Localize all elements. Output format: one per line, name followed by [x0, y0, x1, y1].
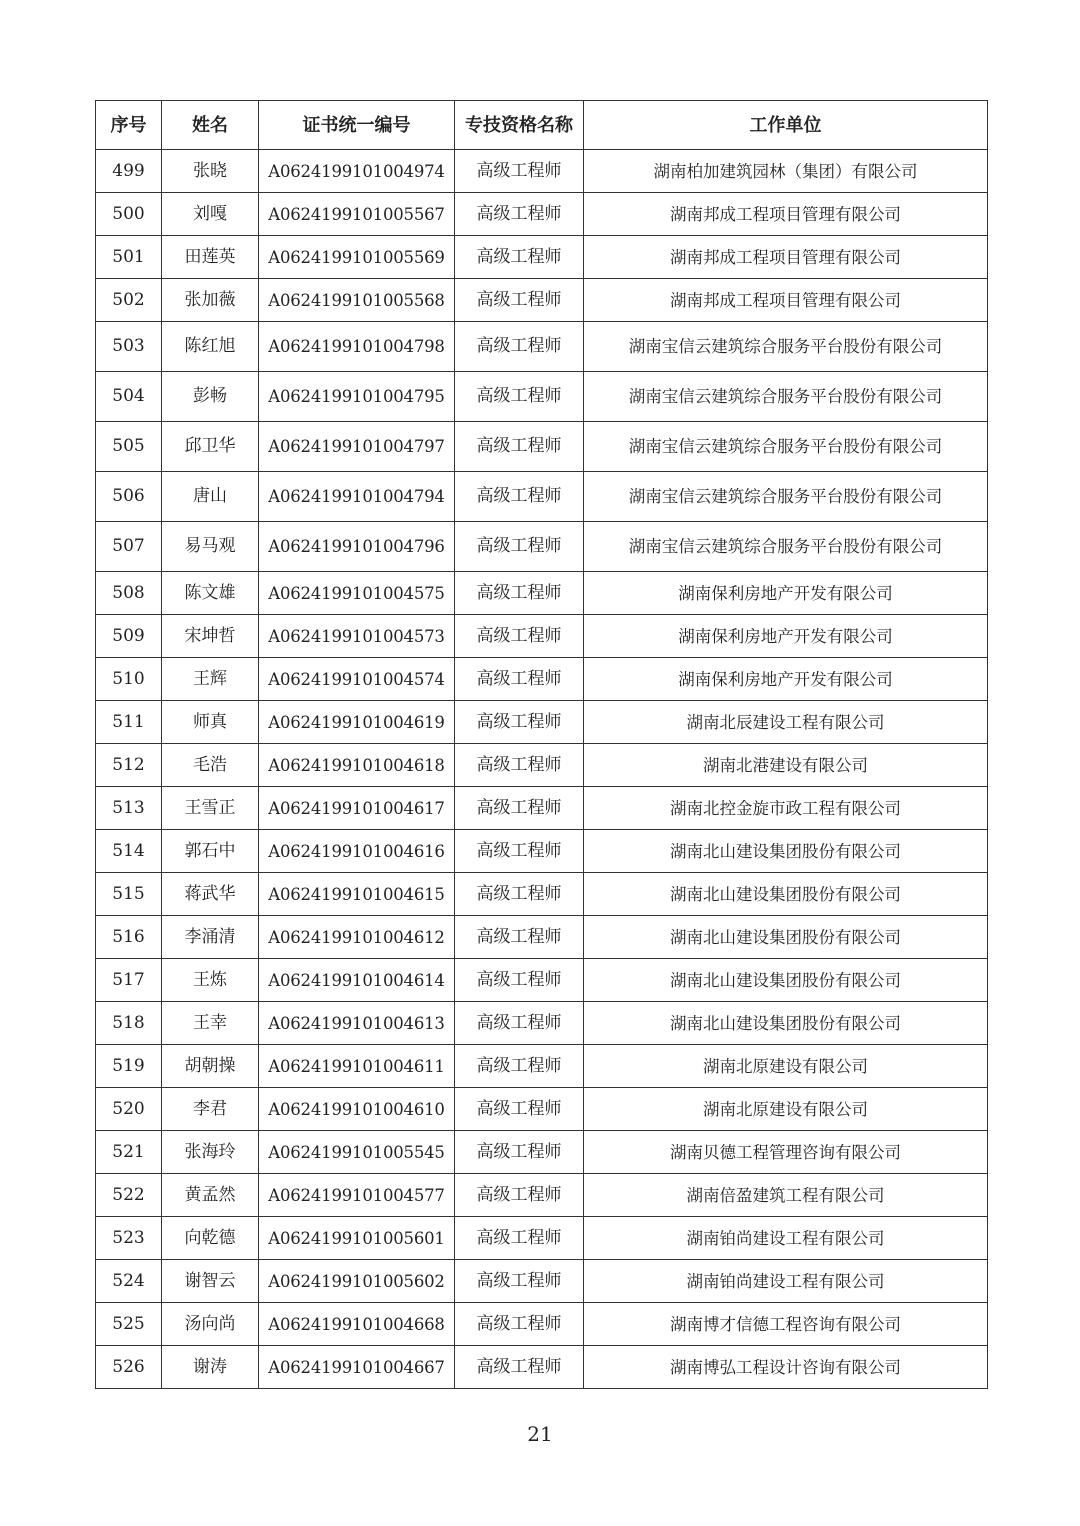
- cell-cert-no: A0624199101004797: [259, 422, 455, 472]
- cell-seq: 513: [96, 787, 162, 830]
- cell-employer: 湖南北港建设有限公司: [584, 744, 988, 787]
- cell-seq: 512: [96, 744, 162, 787]
- cell-seq: 520: [96, 1088, 162, 1131]
- header-qualification: 专技资格名称: [455, 101, 584, 150]
- cell-seq: 516: [96, 916, 162, 959]
- cell-name: 向乾德: [162, 1217, 259, 1260]
- cell-qualification: 高级工程师: [455, 787, 584, 830]
- cell-name: 师真: [162, 701, 259, 744]
- cell-seq: 499: [96, 150, 162, 193]
- cell-cert-no: A0624199101004613: [259, 1002, 455, 1045]
- table-row: [96, 422, 988, 472]
- cell-cert-no: A0624199101004617: [259, 787, 455, 830]
- cell-name: 汤向尚: [162, 1303, 259, 1346]
- cell-cert-no: A0624199101005601: [259, 1217, 455, 1260]
- table-row: [96, 658, 988, 701]
- table-row: [96, 1260, 988, 1303]
- cell-employer: 湖南博弘工程设计咨询有限公司: [584, 1346, 988, 1389]
- cell-seq: 523: [96, 1217, 162, 1260]
- cell-seq: 524: [96, 1260, 162, 1303]
- cell-seq: 526: [96, 1346, 162, 1389]
- cell-cert-no: A0624199101004610: [259, 1088, 455, 1131]
- cell-qualification: 高级工程师: [455, 236, 584, 279]
- document-page: [95, 100, 987, 1389]
- table-row: [96, 1088, 988, 1131]
- cell-name: 谢涛: [162, 1346, 259, 1389]
- table-row: [96, 150, 988, 193]
- cell-seq: 506: [96, 472, 162, 522]
- cell-qualification: 高级工程师: [455, 1303, 584, 1346]
- cell-name: 宋坤哲: [162, 615, 259, 658]
- cell-employer: 湖南博才信德工程咨询有限公司: [584, 1303, 988, 1346]
- cell-name: 张加薇: [162, 279, 259, 322]
- table-row: [96, 472, 988, 522]
- cell-seq: 503: [96, 322, 162, 372]
- table-row: [96, 1002, 988, 1045]
- cell-cert-no: A0624199101004794: [259, 472, 455, 522]
- cell-name: 王雪正: [162, 787, 259, 830]
- table-body: [96, 150, 988, 1389]
- cell-seq: 505: [96, 422, 162, 472]
- cell-qualification: 高级工程师: [455, 744, 584, 787]
- cell-qualification: 高级工程师: [455, 572, 584, 615]
- cell-cert-no: A0624199101005602: [259, 1260, 455, 1303]
- cell-cert-no: A0624199101005568: [259, 279, 455, 322]
- cell-name: 胡朝操: [162, 1045, 259, 1088]
- cell-seq: 515: [96, 873, 162, 916]
- table-row: [96, 1303, 988, 1346]
- cell-seq: 509: [96, 615, 162, 658]
- table-row: [96, 1346, 988, 1389]
- cell-qualification: 高级工程师: [455, 1088, 584, 1131]
- cell-seq: 518: [96, 1002, 162, 1045]
- table-row: [96, 279, 988, 322]
- cell-cert-no: A0624199101005567: [259, 193, 455, 236]
- cell-employer: 湖南保利房地产开发有限公司: [584, 615, 988, 658]
- cell-name: 彭畅: [162, 372, 259, 422]
- cell-cert-no: A0624199101004573: [259, 615, 455, 658]
- cell-seq: 502: [96, 279, 162, 322]
- cell-name: 张海玲: [162, 1131, 259, 1174]
- cell-seq: 500: [96, 193, 162, 236]
- cell-name: 王辉: [162, 658, 259, 701]
- cell-qualification: 高级工程师: [455, 322, 584, 372]
- table-row: [96, 193, 988, 236]
- cell-cert-no: A0624199101004795: [259, 372, 455, 422]
- cell-seq: 517: [96, 959, 162, 1002]
- cell-qualification: 高级工程师: [455, 1260, 584, 1303]
- cell-employer: 湖南倍盈建筑工程有限公司: [584, 1174, 988, 1217]
- cell-cert-no: A0624199101005569: [259, 236, 455, 279]
- cell-name: 田莲英: [162, 236, 259, 279]
- cell-qualification: 高级工程师: [455, 422, 584, 472]
- cell-cert-no: A0624199101004616: [259, 830, 455, 873]
- cell-employer: 湖南邦成工程项目管理有限公司: [584, 236, 988, 279]
- cell-qualification: 高级工程师: [455, 1346, 584, 1389]
- cell-qualification: 高级工程师: [455, 873, 584, 916]
- cell-name: 唐山: [162, 472, 259, 522]
- cell-seq: 521: [96, 1131, 162, 1174]
- table-row: [96, 236, 988, 279]
- cell-name: 李君: [162, 1088, 259, 1131]
- table-row: [96, 615, 988, 658]
- cell-employer: 湖南铂尚建设工程有限公司: [584, 1217, 988, 1260]
- table-row: [96, 1217, 988, 1260]
- cell-seq: 510: [96, 658, 162, 701]
- cell-employer: 湖南贝德工程管理咨询有限公司: [584, 1131, 988, 1174]
- cell-cert-no: A0624199101004614: [259, 959, 455, 1002]
- cell-name: 谢智云: [162, 1260, 259, 1303]
- cell-cert-no: A0624199101004618: [259, 744, 455, 787]
- cell-employer: 湖南北山建设集团股份有限公司: [584, 830, 988, 873]
- cell-employer: 湖南北原建设有限公司: [584, 1088, 988, 1131]
- table-row: [96, 787, 988, 830]
- cell-qualification: 高级工程师: [455, 658, 584, 701]
- table-row: [96, 830, 988, 873]
- cell-name: 王炼: [162, 959, 259, 1002]
- cell-name: 郭石中: [162, 830, 259, 873]
- cell-name: 毛浩: [162, 744, 259, 787]
- cell-name: 刘嘎: [162, 193, 259, 236]
- cell-employer: 湖南北山建设集团股份有限公司: [584, 959, 988, 1002]
- certificate-table: [95, 100, 988, 1389]
- table-header-row: [96, 101, 988, 150]
- cell-employer: 湖南保利房地产开发有限公司: [584, 658, 988, 701]
- table-row: [96, 572, 988, 615]
- cell-qualification: 高级工程师: [455, 472, 584, 522]
- table-row: [96, 372, 988, 422]
- cell-qualification: 高级工程师: [455, 615, 584, 658]
- cell-name: 易马观: [162, 522, 259, 572]
- table-row: [96, 701, 988, 744]
- cell-qualification: 高级工程师: [455, 1174, 584, 1217]
- cell-qualification: 高级工程师: [455, 830, 584, 873]
- cell-employer: 湖南北山建设集团股份有限公司: [584, 873, 988, 916]
- cell-name: 张晓: [162, 150, 259, 193]
- table-row: [96, 1131, 988, 1174]
- cell-qualification: 高级工程师: [455, 701, 584, 744]
- cell-cert-no: A0624199101004668: [259, 1303, 455, 1346]
- cell-employer: 湖南铂尚建设工程有限公司: [584, 1260, 988, 1303]
- cell-qualification: 高级工程师: [455, 1002, 584, 1045]
- cell-qualification: 高级工程师: [455, 959, 584, 1002]
- cell-employer: 湖南北控金旋市政工程有限公司: [584, 787, 988, 830]
- cell-seq: 522: [96, 1174, 162, 1217]
- header-cert-no: 证书统一编号: [259, 101, 455, 150]
- table-row: [96, 1174, 988, 1217]
- cell-cert-no: A0624199101005545: [259, 1131, 455, 1174]
- cell-seq: 514: [96, 830, 162, 873]
- cell-qualification: 高级工程师: [455, 372, 584, 422]
- cell-cert-no: A0624199101004615: [259, 873, 455, 916]
- table-row: [96, 322, 988, 372]
- cell-cert-no: A0624199101004577: [259, 1174, 455, 1217]
- table-row: [96, 873, 988, 916]
- cell-cert-no: A0624199101004575: [259, 572, 455, 615]
- cell-name: 蒋武华: [162, 873, 259, 916]
- cell-employer: 湖南宝信云建筑综合服务平台股份有限公司: [584, 522, 988, 572]
- cell-employer: 湖南北辰建设工程有限公司: [584, 701, 988, 744]
- cell-seq: 511: [96, 701, 162, 744]
- cell-name: 李涌清: [162, 916, 259, 959]
- header-employer: 工作单位: [584, 101, 988, 150]
- cell-employer: 湖南宝信云建筑综合服务平台股份有限公司: [584, 322, 988, 372]
- cell-qualification: 高级工程师: [455, 1131, 584, 1174]
- cell-name: 陈文雄: [162, 572, 259, 615]
- cell-name: 邱卫华: [162, 422, 259, 472]
- cell-employer: 湖南保利房地产开发有限公司: [584, 572, 988, 615]
- header-seq: 序号: [96, 101, 162, 150]
- cell-employer: 湖南宝信云建筑综合服务平台股份有限公司: [584, 472, 988, 522]
- cell-cert-no: A0624199101004667: [259, 1346, 455, 1389]
- cell-cert-no: A0624199101004611: [259, 1045, 455, 1088]
- cell-seq: 504: [96, 372, 162, 422]
- header-name: 姓名: [162, 101, 259, 150]
- cell-employer: 湖南北原建设有限公司: [584, 1045, 988, 1088]
- cell-cert-no: A0624199101004612: [259, 916, 455, 959]
- cell-qualification: 高级工程师: [455, 1045, 584, 1088]
- cell-employer: 湖南宝信云建筑综合服务平台股份有限公司: [584, 422, 988, 472]
- cell-cert-no: A0624199101004796: [259, 522, 455, 572]
- cell-seq: 525: [96, 1303, 162, 1346]
- cell-seq: 519: [96, 1045, 162, 1088]
- cell-employer: 湖南宝信云建筑综合服务平台股份有限公司: [584, 372, 988, 422]
- table-row: [96, 1045, 988, 1088]
- cell-seq: 508: [96, 572, 162, 615]
- cell-employer: 湖南邦成工程项目管理有限公司: [584, 279, 988, 322]
- cell-cert-no: A0624199101004798: [259, 322, 455, 372]
- table-row: [96, 959, 988, 1002]
- cell-employer: 湖南北山建设集团股份有限公司: [584, 916, 988, 959]
- cell-employer: 湖南北山建设集团股份有限公司: [584, 1002, 988, 1045]
- cell-name: 王幸: [162, 1002, 259, 1045]
- page-number: 21: [527, 1422, 553, 1446]
- cell-cert-no: A0624199101004974: [259, 150, 455, 193]
- table-row: [96, 744, 988, 787]
- cell-qualification: 高级工程师: [455, 279, 584, 322]
- cell-qualification: 高级工程师: [455, 1217, 584, 1260]
- table-row: [96, 916, 988, 959]
- cell-name: 陈红旭: [162, 322, 259, 372]
- cell-employer: 湖南邦成工程项目管理有限公司: [584, 193, 988, 236]
- table-row: [96, 522, 988, 572]
- cell-qualification: 高级工程师: [455, 916, 584, 959]
- cell-cert-no: A0624199101004619: [259, 701, 455, 744]
- cell-cert-no: A0624199101004574: [259, 658, 455, 701]
- cell-seq: 501: [96, 236, 162, 279]
- cell-qualification: 高级工程师: [455, 193, 584, 236]
- cell-seq: 507: [96, 522, 162, 572]
- cell-qualification: 高级工程师: [455, 150, 584, 193]
- cell-qualification: 高级工程师: [455, 522, 584, 572]
- cell-employer: 湖南柏加建筑园林（集团）有限公司: [584, 150, 988, 193]
- cell-name: 黄孟然: [162, 1174, 259, 1217]
